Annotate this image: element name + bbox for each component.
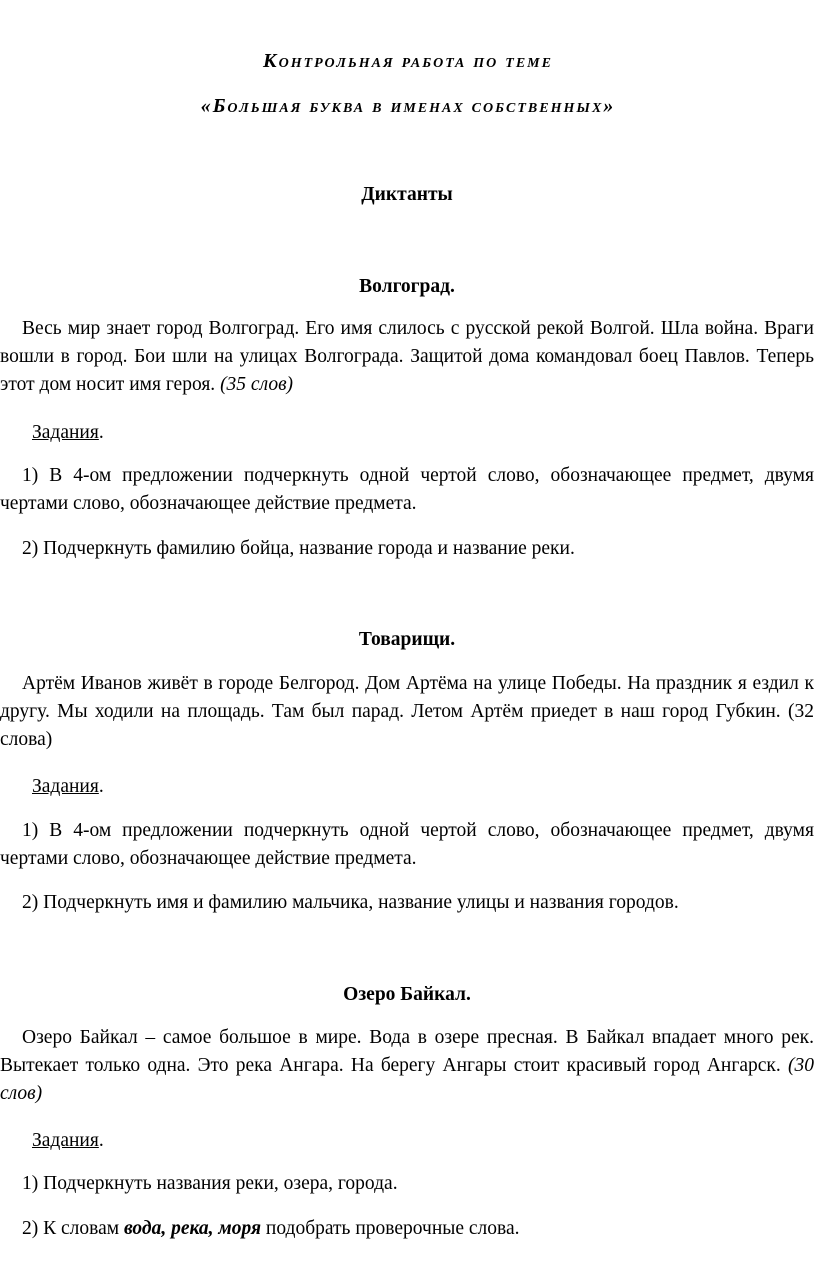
task-item: 2) К словам вода, река, моря подобрать проверочные слова. (22, 1218, 520, 1239)
tasks-label: Задания (32, 776, 99, 797)
dictation-body: Артём Иванов живёт в городе Белгород. Дом Артёма на улице Победы. На праздник я ездил к другу. Мы ходили на площадь. Там был парад. Летом Артём приедет в наш город Губкин. (0, 673, 814, 722)
tasks-heading: Задания. (32, 1130, 104, 1151)
document-title-line-2: «Большая буква в именах собственных» (200, 95, 616, 117)
word-count: (30 слов) (0, 1055, 814, 1104)
tasks-heading: Задания. (32, 422, 104, 443)
tasks-label: Задания (32, 422, 99, 443)
task-item: 2) Подчеркнуть имя и фамилию мальчика, название улицы и названия городов. (22, 892, 679, 913)
task-item: 1) В 4-ом предложении подчеркнуть одной чертой слово, обозначающее предмет, двумя чертами слово, обозначающее действие предмета. (0, 465, 814, 514)
dictation-text-volgograd (0, 315, 814, 399)
word-count: (32 слова) (0, 701, 814, 750)
tasks-heading: Задания. (32, 776, 104, 797)
dictation-body: Озеро Байкал – самое большое в мире. Вода в озере пресная. В Байкал впадает много рек. Вытекает только одна. Это река Ангара. На берегу Ангары стоит красивый город Ангарск. (0, 1027, 814, 1076)
tasks-label: Задания (32, 1130, 99, 1151)
dictation-text-tovarishchi (0, 670, 814, 754)
task-item: 1) Подчеркнуть названия реки, озера, города. (22, 1173, 398, 1194)
section-title: Диктанты (361, 184, 453, 205)
dictation-title-tovarishchi: Товарищи. (358, 629, 456, 650)
dictation-body: Весь мир знает город Волгоград. Его имя слилось с русской рекой Волгой. Шла война. Враги вошли в город. Бои шли на улицах Волгограда. Защитой дома командовал боец Павлов. Теперь этот дом носит имя героя. (0, 318, 814, 395)
task-item: 2) Подчеркнуть фамилию бойца, название города и название реки. (22, 538, 575, 559)
highlighted-words: вода, река, моря (123, 1218, 262, 1239)
task-item: 1) В 4-ом предложении подчеркнуть одной чертой слово, обозначающее предмет, двумя чертами слово, обозначающее действие предмета. (0, 820, 814, 869)
dictation-title-baikal: Озеро Байкал. (343, 984, 471, 1005)
dictation-title-volgograd: Волгоград. (359, 276, 455, 297)
document-title-line-1: Контрольная работа по теме (263, 50, 553, 72)
word-count: (35 слов) (220, 374, 294, 395)
dictation-text-baikal (0, 1024, 814, 1108)
